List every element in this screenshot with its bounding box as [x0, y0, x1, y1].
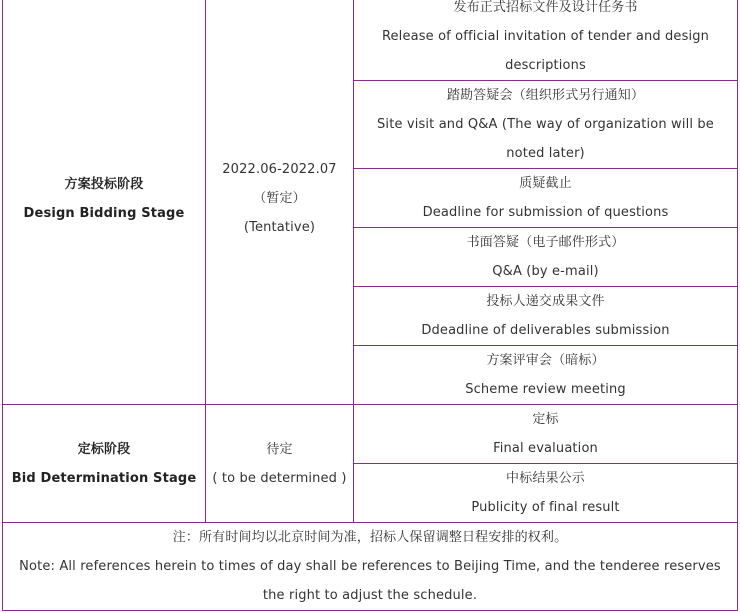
task-cell: [354, 228, 738, 287]
task-cell: [354, 464, 738, 523]
design-stage-name-cell: [3, 0, 206, 405]
schedule-table: [2, 0, 738, 611]
table-row: [3, 405, 738, 464]
table-row: [3, 523, 738, 611]
stage-name-zh: 定标阶段: [77, 441, 131, 457]
task-en: Final evaluation: [493, 441, 598, 456]
task-en: Publicity of final result: [471, 500, 620, 515]
task-zh: 质疑截止: [519, 176, 572, 191]
task-cell: [354, 346, 738, 405]
task-zh: 中标结果公示: [506, 471, 585, 486]
footnote-en: Note: All references herein to times of day shall be references to Beijing Time, and the tenderee reserves the right to adjust the schedule.: [19, 559, 721, 603]
stage-date-note-zh: （暂定）: [253, 191, 306, 206]
task-en: Deadline for submission of questions: [422, 205, 669, 220]
task-en: Ddeadline of deliverables submission: [421, 323, 670, 338]
stage-date-note-en: (Tentative): [243, 220, 316, 235]
task-cell: [354, 405, 738, 464]
task-cell: [354, 169, 738, 228]
determination-stage-name-cell: [3, 405, 206, 523]
design-stage-date-cell: [206, 0, 354, 405]
task-zh: 方案评审会（暗标）: [486, 353, 605, 368]
footnote-cell: [3, 523, 738, 611]
task-zh: 投标人递交成果文件: [486, 294, 605, 309]
stage-name-en: Design Bidding Stage: [23, 205, 185, 221]
task-en: Q&A (by e-mail): [492, 264, 599, 279]
task-cell: [354, 0, 738, 81]
table-row: [3, 0, 738, 81]
stage-date: 2022.06-2022.07: [222, 162, 337, 177]
task-cell: [354, 287, 738, 346]
task-en: Scheme review meeting: [465, 382, 626, 397]
task-zh: 发布正式招标文件及设计任务书: [453, 0, 638, 15]
task-zh: 书面答疑（电子邮件形式）: [466, 235, 625, 250]
task-en: Release of official invitation of tender and design descriptions: [381, 29, 710, 73]
footnote-zh: 注：所有时间均以北京时间为准，招标人保留调整日程安排的权利。: [172, 530, 568, 545]
task-zh: 踏勘答疑会（组织形式另行通知）: [446, 88, 645, 103]
task-zh: 定标: [532, 412, 559, 427]
stage-date-en: ( to be determined ): [212, 470, 347, 486]
task-cell: [354, 81, 738, 169]
stage-name-en: Bid Determination Stage: [11, 470, 197, 486]
stage-date-zh: 待定: [266, 441, 293, 457]
stage-name-zh: 方案投标阶段: [64, 176, 144, 192]
determination-stage-date-cell: [206, 405, 354, 523]
task-en: Site visit and Q&A (The way of organization will be noted later): [377, 117, 714, 161]
